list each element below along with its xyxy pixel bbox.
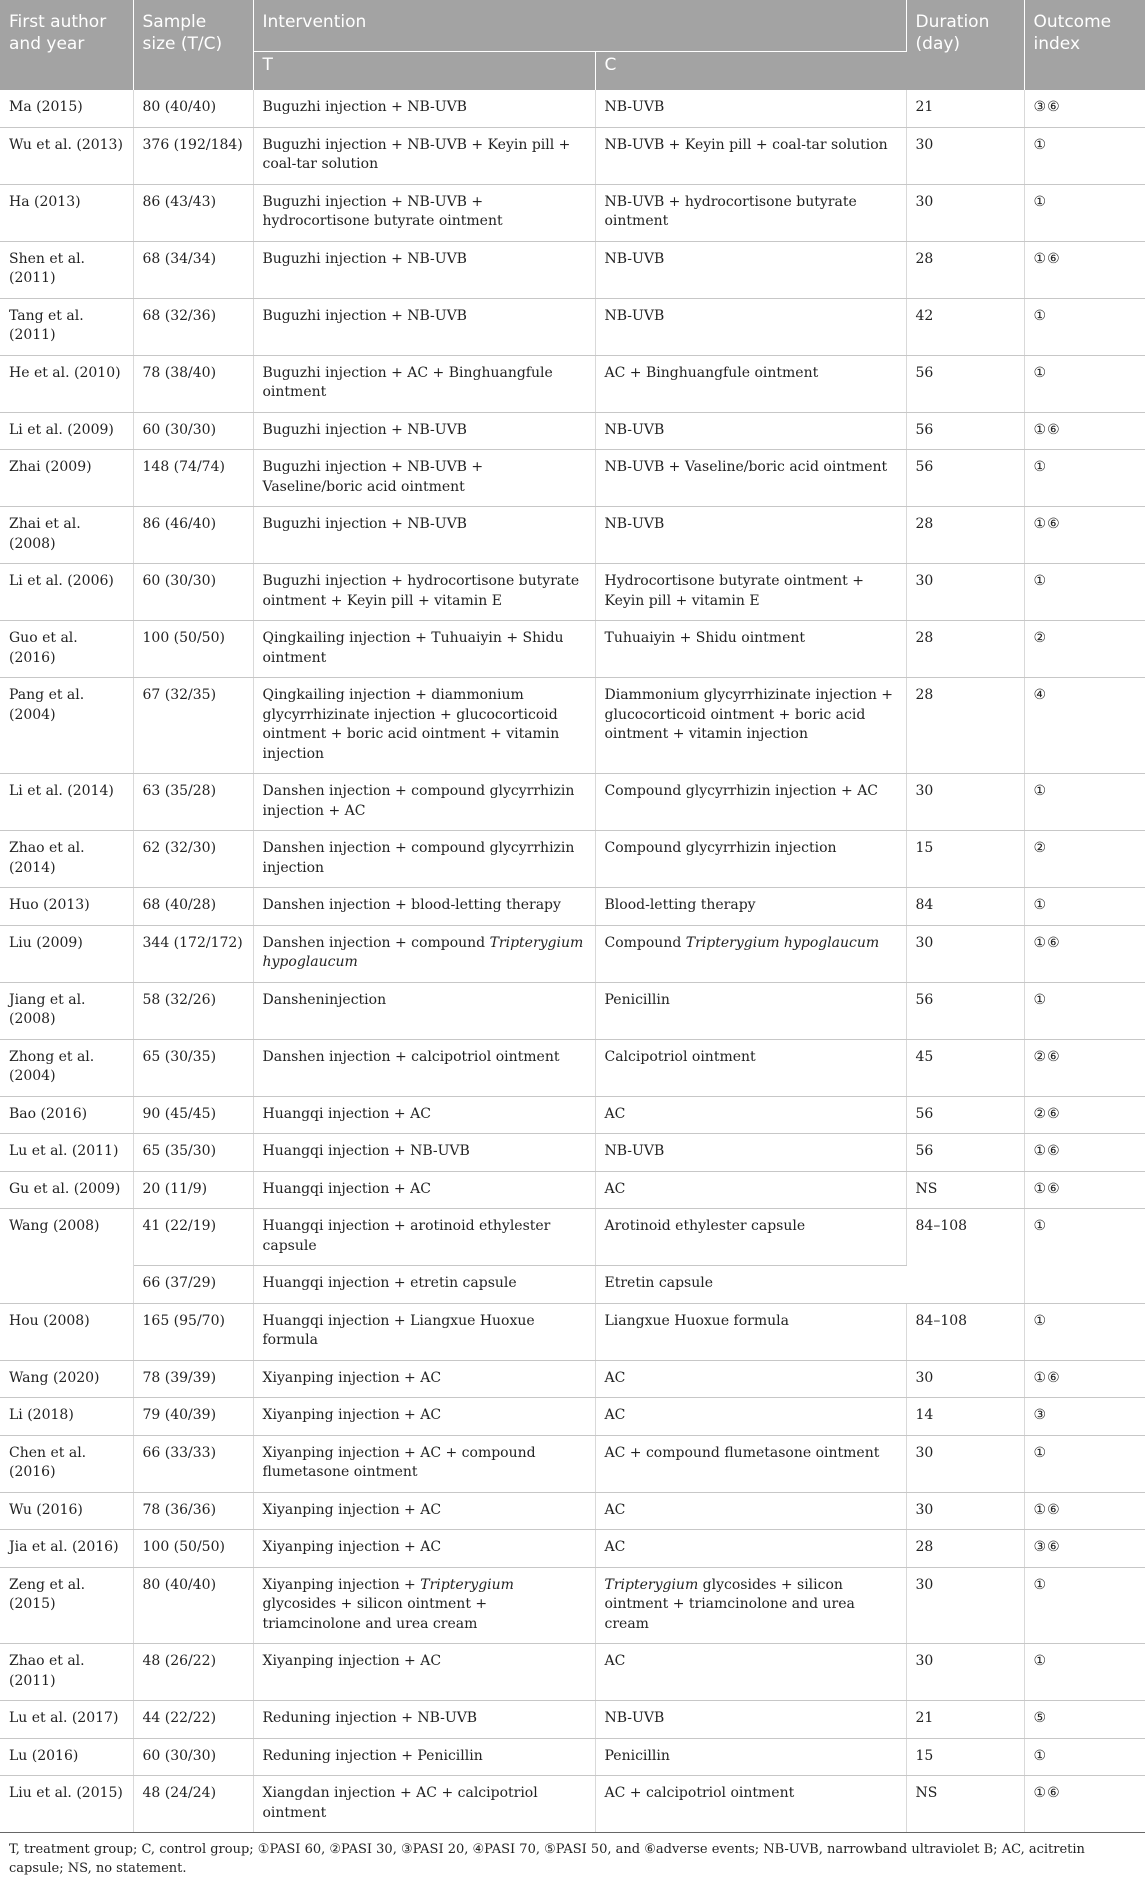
cell-outcome: ③⑥: [1024, 90, 1145, 127]
cell-outcome: ②: [1024, 831, 1145, 888]
cell-author: He et al. (2010): [0, 355, 133, 412]
cell-t: Buguzhi injection + NB-UVB: [253, 412, 595, 450]
cell-t: Danshen injection + blood-letting therapy: [253, 888, 595, 926]
table-row: [0, 1209, 1145, 1266]
cell-duration: 56: [906, 412, 1024, 450]
cell-sample: 44 (22/22): [133, 1701, 253, 1739]
cell-outcome: ①: [1024, 1435, 1145, 1492]
cell-outcome: ①: [1024, 982, 1145, 1039]
cell-c: Etretin capsule: [595, 1266, 906, 1304]
cell-t: Reduning injection + Penicillin: [253, 1738, 595, 1776]
table-row: [0, 1398, 1145, 1436]
cell-author: Jia et al. (2016): [0, 1530, 133, 1568]
cell-author: Guo et al. (2016): [0, 621, 133, 678]
cell-author: Li et al. (2009): [0, 412, 133, 450]
header-outcome: Outcome index: [1024, 0, 1145, 90]
cell-sample: 66 (33/33): [133, 1435, 253, 1492]
cell-author: Hou (2008): [0, 1303, 133, 1360]
cell-author: Lu et al. (2011): [0, 1134, 133, 1172]
cell-t: Danshen injection + compound glycyrrhizin injection: [253, 831, 595, 888]
cell-duration: 30: [906, 774, 1024, 831]
cell-c: Penicillin: [595, 1738, 906, 1776]
cell-author: Zhai (2009): [0, 450, 133, 507]
cell-author: Gu et al. (2009): [0, 1171, 133, 1209]
cell-t: Xiyanping injection + AC + compound flumetasone ointment: [253, 1435, 595, 1492]
cell-t: Qingkailing injection + Tuhuaiyin + Shidu ointment: [253, 621, 595, 678]
header-t: T: [253, 52, 595, 91]
cell-author: Zhao et al. (2011): [0, 1644, 133, 1701]
cell-sample: 78 (39/39): [133, 1360, 253, 1398]
cell-t: Xiangdan injection + AC + calcipotriol ointment: [253, 1776, 595, 1833]
cell-outcome: ⑤: [1024, 1701, 1145, 1739]
table-row: [0, 184, 1145, 241]
table-row: [0, 1776, 1145, 1833]
cell-c: AC: [595, 1096, 906, 1134]
table-row: [0, 1134, 1145, 1172]
cell-author: Bao (2016): [0, 1096, 133, 1134]
cell-c: Tripterygium glycosides + silicon ointment + triamcinolone and urea cream: [595, 1567, 906, 1644]
cell-duration: 56: [906, 1134, 1024, 1172]
cell-duration: 21: [906, 1701, 1024, 1739]
table-row: [0, 412, 1145, 450]
cell-author: Liu et al. (2015): [0, 1776, 133, 1833]
table-row: [0, 1096, 1145, 1134]
cell-author: Liu (2009): [0, 925, 133, 982]
cell-t: Xiyanping injection + Tripterygium glycosides + silicon ointment + triamcinolone and urea cream: [253, 1567, 595, 1644]
cell-t: Xiyanping injection + AC: [253, 1398, 595, 1436]
table-row: [0, 1303, 1145, 1360]
cell-author: Zhai et al. (2008): [0, 507, 133, 564]
cell-duration: 30: [906, 184, 1024, 241]
cell-duration: 30: [906, 925, 1024, 982]
cell-sample: 90 (45/45): [133, 1096, 253, 1134]
cell-outcome: ①⑥: [1024, 1360, 1145, 1398]
cell-duration: 30: [906, 1435, 1024, 1492]
cell-t: Buguzhi injection + NB-UVB: [253, 90, 595, 127]
cell-t: Xiyanping injection + AC: [253, 1530, 595, 1568]
cell-sample: 165 (95/70): [133, 1303, 253, 1360]
table-row: [0, 355, 1145, 412]
header-c: C: [595, 52, 906, 91]
cell-t: Dansheninjection: [253, 982, 595, 1039]
cell-sample: 67 (32/35): [133, 678, 253, 774]
cell-c: Compound Tripterygium hypoglaucum: [595, 925, 906, 982]
cell-outcome: ③⑥: [1024, 1530, 1145, 1568]
cell-author: Shen et al. (2011): [0, 241, 133, 298]
cell-outcome: ①⑥: [1024, 1492, 1145, 1530]
cell-author: Lu (2016): [0, 1738, 133, 1776]
cell-sample: 80 (40/40): [133, 1567, 253, 1644]
cell-sample: 100 (50/50): [133, 1530, 253, 1568]
cell-t: Buguzhi injection + AC + Binghuangfule ointment: [253, 355, 595, 412]
cell-duration: 28: [906, 241, 1024, 298]
cell-outcome: ②: [1024, 621, 1145, 678]
cell-t: Huangqi injection + AC: [253, 1171, 595, 1209]
cell-t: Huangqi injection + Liangxue Huoxue formula: [253, 1303, 595, 1360]
cell-outcome: ①⑥: [1024, 412, 1145, 450]
header-sample: Sample size (T/C): [133, 0, 253, 90]
cell-c: Hydrocortisone butyrate ointment + Keyin pill + vitamin E: [595, 564, 906, 621]
header-duration: Duration (day): [906, 0, 1024, 90]
cell-outcome: ②⑥: [1024, 1039, 1145, 1096]
cell-sample: 80 (40/40): [133, 90, 253, 127]
cell-author: Zhong et al. (2004): [0, 1039, 133, 1096]
cell-author: Zeng et al. (2015): [0, 1567, 133, 1644]
cell-sample: 60 (30/30): [133, 1738, 253, 1776]
cell-outcome: ③: [1024, 1398, 1145, 1436]
cell-c: NB-UVB: [595, 507, 906, 564]
cell-c: NB-UVB: [595, 241, 906, 298]
table-row: [0, 564, 1145, 621]
cell-duration: 21: [906, 90, 1024, 127]
table-row: [0, 925, 1145, 982]
table-row: [0, 507, 1145, 564]
cell-t: Buguzhi injection + NB-UVB + Keyin pill + coal-tar solution: [253, 127, 595, 184]
cell-duration: 28: [906, 507, 1024, 564]
cell-duration: 42: [906, 298, 1024, 355]
table-row: [0, 298, 1145, 355]
cell-t: Huangqi injection + arotinoid ethylester capsule: [253, 1209, 595, 1266]
cell-outcome: ①: [1024, 184, 1145, 241]
cell-outcome: ①: [1024, 127, 1145, 184]
cell-author: Jiang et al. (2008): [0, 982, 133, 1039]
cell-duration: 30: [906, 1644, 1024, 1701]
cell-t: Buguzhi injection + NB-UVB: [253, 241, 595, 298]
cell-sample: 58 (32/26): [133, 982, 253, 1039]
table-footnote: T, treatment group; C, control group; ①PASI 60, ②PASI 30, ③PASI 20, ④PASI 70, ⑤PASI 50, and ⑥adverse events; NB-UVB, narrowband ultraviolet B; AC, acitretin capsule; NS, no statement.: [9, 1842, 1085, 1876]
cell-c: NB-UVB + hydrocortisone butyrate ointment: [595, 184, 906, 241]
cell-sample: 78 (38/40): [133, 355, 253, 412]
table-row: [0, 1701, 1145, 1739]
cell-author: Ha (2013): [0, 184, 133, 241]
cell-c: Calcipotriol ointment: [595, 1039, 906, 1096]
cell-t: Qingkailing injection + diammonium glycyrrhizinate injection + glucocorticoid ointment + boric acid ointment + vitamin injection: [253, 678, 595, 774]
cell-duration: 30: [906, 564, 1024, 621]
cell-duration: NS: [906, 1171, 1024, 1209]
cell-author: Huo (2013): [0, 888, 133, 926]
cell-author: Li (2018): [0, 1398, 133, 1436]
header-intervention: Intervention: [253, 0, 906, 52]
cell-outcome: ①⑥: [1024, 1134, 1145, 1172]
cell-sample: 68 (34/34): [133, 241, 253, 298]
cell-duration: 56: [906, 1096, 1024, 1134]
cell-author: Lu et al. (2017): [0, 1701, 133, 1739]
cell-sample: 60 (30/30): [133, 412, 253, 450]
cell-sample: 66 (37/29): [133, 1266, 253, 1304]
table-row: [0, 1171, 1145, 1209]
cell-t: Xiyanping injection + AC: [253, 1492, 595, 1530]
cell-sample: 68 (40/28): [133, 888, 253, 926]
table-row: [0, 241, 1145, 298]
cell-c: Penicillin: [595, 982, 906, 1039]
cell-t: Huangqi injection + etretin capsule: [253, 1266, 595, 1304]
cell-duration: 28: [906, 1530, 1024, 1568]
cell-duration: 56: [906, 450, 1024, 507]
cell-c: NB-UVB: [595, 1701, 906, 1739]
cell-t: Buguzhi injection + NB-UVB: [253, 507, 595, 564]
cell-c: Arotinoid ethylester capsule: [595, 1209, 906, 1266]
cell-c: NB-UVB: [595, 412, 906, 450]
cell-author: Wang (2008): [0, 1209, 133, 1304]
cell-c: NB-UVB + Keyin pill + coal-tar solution: [595, 127, 906, 184]
table-row: [0, 450, 1145, 507]
cell-c: NB-UVB + Vaseline/boric acid ointment: [595, 450, 906, 507]
cell-sample: 376 (192/184): [133, 127, 253, 184]
cell-sample: 65 (35/30): [133, 1134, 253, 1172]
table-row: [0, 888, 1145, 926]
cell-author: Zhao et al. (2014): [0, 831, 133, 888]
cell-outcome: ④: [1024, 678, 1145, 774]
cell-outcome: ①: [1024, 774, 1145, 831]
cell-duration: 14: [906, 1398, 1024, 1436]
cell-c: NB-UVB: [595, 298, 906, 355]
cell-t: Huangqi injection + AC: [253, 1096, 595, 1134]
cell-t: Danshen injection + compound Tripterygium hypoglaucum: [253, 925, 595, 982]
cell-outcome: ①: [1024, 1644, 1145, 1701]
cell-outcome: ①: [1024, 355, 1145, 412]
cell-c: NB-UVB: [595, 90, 906, 127]
cell-c: Compound glycyrrhizin injection + AC: [595, 774, 906, 831]
cell-outcome: ①: [1024, 1567, 1145, 1644]
cell-c: Tuhuaiyin + Shidu ointment: [595, 621, 906, 678]
cell-author: Li et al. (2006): [0, 564, 133, 621]
cell-t: Danshen injection + calcipotriol ointment: [253, 1039, 595, 1096]
table-row: [0, 1644, 1145, 1701]
cell-outcome: ①: [1024, 888, 1145, 926]
cell-c: Liangxue Huoxue formula: [595, 1303, 906, 1360]
cell-sample: 65 (30/35): [133, 1039, 253, 1096]
cell-author: Pang et al. (2004): [0, 678, 133, 774]
cell-c: AC: [595, 1492, 906, 1530]
table-row: [0, 774, 1145, 831]
cell-sample: 63 (35/28): [133, 774, 253, 831]
table-row: [0, 1492, 1145, 1530]
cell-t: Reduning injection + NB-UVB: [253, 1701, 595, 1739]
cell-t: Danshen injection + compound glycyrrhizin injection + AC: [253, 774, 595, 831]
cell-duration: 28: [906, 621, 1024, 678]
cell-sample: 48 (26/22): [133, 1644, 253, 1701]
cell-sample: 100 (50/50): [133, 621, 253, 678]
cell-author: Tang et al. (2011): [0, 298, 133, 355]
cell-t: Xiyanping injection + AC: [253, 1360, 595, 1398]
cell-sample: 41 (22/19): [133, 1209, 253, 1266]
table-row: [0, 1039, 1145, 1096]
table-row: [0, 1360, 1145, 1398]
cell-c: AC + Binghuangfule ointment: [595, 355, 906, 412]
cell-sample: 344 (172/172): [133, 925, 253, 982]
cell-outcome: ①: [1024, 564, 1145, 621]
cell-outcome: ①⑥: [1024, 1776, 1145, 1833]
table-row: [0, 982, 1145, 1039]
cell-duration: NS: [906, 1776, 1024, 1833]
table-row: [0, 831, 1145, 888]
header-author: First author and year: [0, 0, 133, 90]
cell-outcome: ②⑥: [1024, 1096, 1145, 1134]
cell-c: NB-UVB: [595, 1134, 906, 1172]
table-row: [0, 678, 1145, 774]
cell-duration: 45: [906, 1039, 1024, 1096]
cell-duration: 84: [906, 888, 1024, 926]
cell-author: Ma (2015): [0, 90, 133, 127]
cell-sample: 148 (74/74): [133, 450, 253, 507]
cell-sample: 78 (36/36): [133, 1492, 253, 1530]
cell-outcome: ①: [1024, 1209, 1145, 1304]
cell-t: Xiyanping injection + AC: [253, 1644, 595, 1701]
cell-duration: 28: [906, 678, 1024, 774]
cell-sample: 86 (43/43): [133, 184, 253, 241]
cell-duration: 30: [906, 1567, 1024, 1644]
cell-author: Chen et al. (2016): [0, 1435, 133, 1492]
cell-sample: 48 (24/24): [133, 1776, 253, 1833]
cell-outcome: ①: [1024, 1303, 1145, 1360]
cell-author: Wu (2016): [0, 1492, 133, 1530]
cell-outcome: ①⑥: [1024, 507, 1145, 564]
cell-c: Blood-letting therapy: [595, 888, 906, 926]
cell-t: Buguzhi injection + NB-UVB + Vaseline/boric acid ointment: [253, 450, 595, 507]
cell-c: AC: [595, 1171, 906, 1209]
cell-c: AC + compound flumetasone ointment: [595, 1435, 906, 1492]
cell-duration: 30: [906, 1360, 1024, 1398]
cell-author: Li et al. (2014): [0, 774, 133, 831]
table-row: [0, 621, 1145, 678]
cell-c: AC: [595, 1530, 906, 1568]
cell-t: Buguzhi injection + NB-UVB: [253, 298, 595, 355]
cell-duration: 56: [906, 355, 1024, 412]
cell-c: Diammonium glycyrrhizinate injection + glucocorticoid ointment + boric acid ointment + vitamin injection: [595, 678, 906, 774]
cell-author: Wu et al. (2013): [0, 127, 133, 184]
cell-outcome: ①⑥: [1024, 925, 1145, 982]
table-row: [0, 1567, 1145, 1644]
cell-sample: 62 (32/30): [133, 831, 253, 888]
cell-duration: 30: [906, 127, 1024, 184]
cell-c: AC + calcipotriol ointment: [595, 1776, 906, 1833]
cell-duration: 30: [906, 1492, 1024, 1530]
cell-t: Buguzhi injection + NB-UVB + hydrocortisone butyrate ointment: [253, 184, 595, 241]
cell-c: AC: [595, 1398, 906, 1436]
cell-sample: 60 (30/30): [133, 564, 253, 621]
table-row: [0, 1435, 1145, 1492]
cell-c: AC: [595, 1360, 906, 1398]
cell-duration: 84–108: [906, 1303, 1024, 1360]
cell-t: Huangqi injection + NB-UVB: [253, 1134, 595, 1172]
cell-sample: 68 (32/36): [133, 298, 253, 355]
cell-author: Wang (2020): [0, 1360, 133, 1398]
cell-t: Buguzhi injection + hydrocortisone butyrate ointment + Keyin pill + vitamin E: [253, 564, 595, 621]
cell-outcome: ①⑥: [1024, 1171, 1145, 1209]
cell-c: AC: [595, 1644, 906, 1701]
cell-duration: 84–108: [906, 1209, 1024, 1304]
table-body: [0, 90, 1145, 1833]
cell-outcome: ①: [1024, 298, 1145, 355]
table-row: [0, 127, 1145, 184]
cell-duration: 15: [906, 831, 1024, 888]
cell-sample: 86 (46/40): [133, 507, 253, 564]
cell-sample: 20 (11/9): [133, 1171, 253, 1209]
cell-c: Compound glycyrrhizin injection: [595, 831, 906, 888]
cell-sample: 79 (40/39): [133, 1398, 253, 1436]
cell-duration: 56: [906, 982, 1024, 1039]
cell-outcome: ①: [1024, 450, 1145, 507]
cell-outcome: ①⑥: [1024, 241, 1145, 298]
cell-outcome: ①: [1024, 1738, 1145, 1776]
table-row: [0, 1530, 1145, 1568]
cell-duration: 15: [906, 1738, 1024, 1776]
table-row: [0, 90, 1145, 127]
